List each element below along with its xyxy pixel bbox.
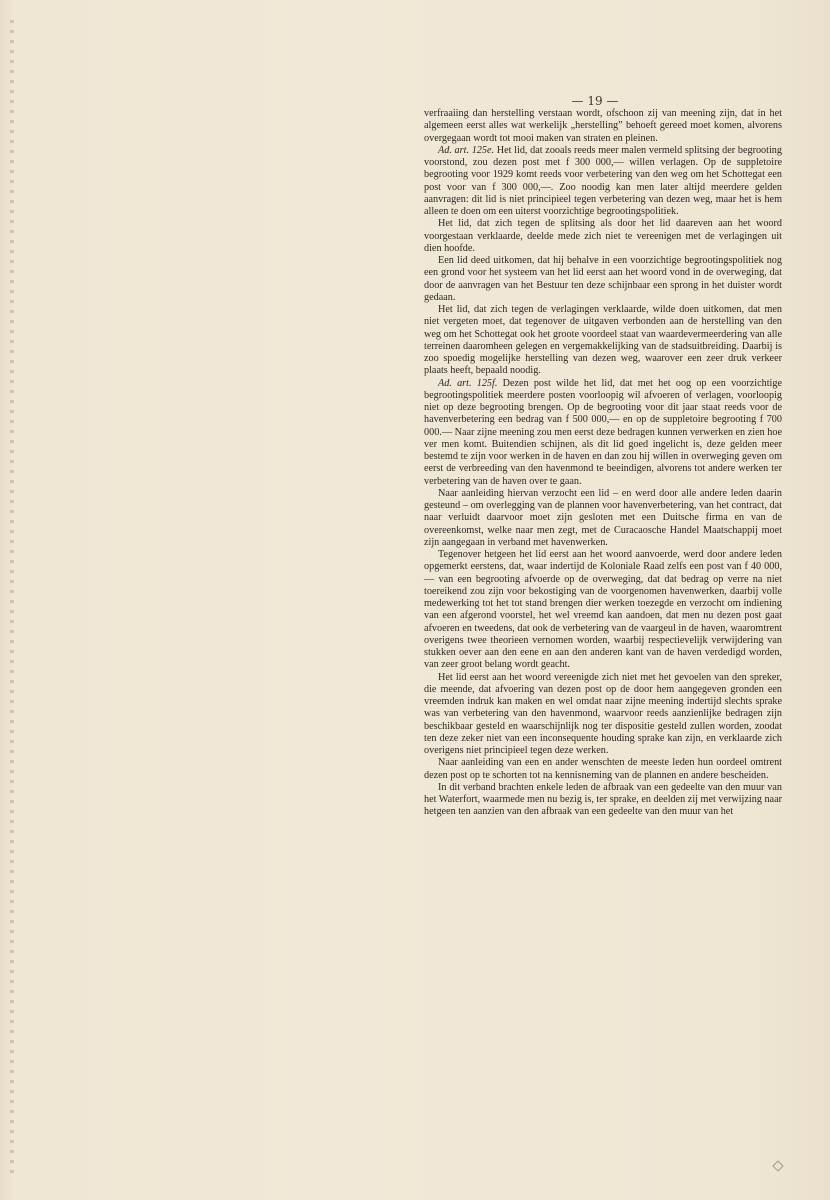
- corner-mark: [772, 1160, 783, 1171]
- paragraph-8: Tegenover hetgeen het lid eerst aan het woord aanvoerde, werd door andere leden opgemerkt eerstens, dat, waar indertijd de Koloniale Raad zelfs een post van f 40 000,— van een begrooting afvoerde op de overweging, dat dat bedrag op verre na niet toereikend zou zijn voor bekostiging van de voorgenomen havenwerken, daarbij volle medewerking tot het tot stand brengen dier werken toezegde en verzocht om indiening van een afgerond voorstel, het wel vreemd kan aandoen, dat men nu dezen post gaat afvoeren en tweedens, dat ook de verbetering van de vaargeul in de haven, waaromtrent overigens twee theorieen vernomen worden, waarbij respectievelijk verwijdering van stukken oever aan den eene en aan den anderen kant van de haven verdedigd worden, van zeer groot belang wordt geacht.: [424, 549, 782, 671]
- paragraph-5: Het lid, dat zich tegen de verlagingen verklaarde, wilde doen uitkomen, dat men niet vergeten moet, dat tegenover de uitgaven verbonden aan de herstelling van den weg om het Schottegat ook het groote voordeel staat van waardevermeerdering van alle terreinen daaromheen gelegen en vergemakkelijking van de stadsuitbreiding. Daarbij is zoo spoedig mogelijke herstelling van dezen weg, waarover een zeer druk verkeer plaats heeft, bepaald noodig.: [424, 304, 782, 377]
- text-column: [424, 108, 782, 819]
- paragraph-11: In dit verband brachten enkele leden de afbraak van een gedeelte van den muur van het Waterfort, waarmede men nu bezig is, ter sprake, en deelden zij met verwijzing naar hetgeen ten aanzien van den afbraak van een gedeelte van den muur van het: [424, 781, 782, 818]
- paragraph-2-text: Het lid, dat zooals reeds meer malen vermeld splitsing der begrooting voorstond, zou dezen post met f 300 000,— willen verlagen. Op de suppletoire begrooting voor 1929 komt reeds voor verbetering van den weg om het Schottegat een post voor van f 300 000,—. Zoo noodig kan men later altijd meerdere gelden aanvragen: dit lid is niet principieel tegen verbetering van dezen weg, maar het is hem alleen te doen om een uiterst voorzichtige begrootingspolitiek.: [424, 144, 782, 217]
- paragraph-2: [424, 145, 782, 219]
- article-ref-125f: Ad. art. 125f.: [438, 377, 498, 389]
- paragraph-10: Naar aanleiding van een en ander wenschten de meeste leden hun oordeel omtrent dezen post op te schorten tot na kennisneming van de plannen en andere bescheiden.: [424, 757, 782, 781]
- paragraph-3: Het lid, dat zich tegen de splitsing als door het lid daareven aan het woord voorgestaan verklaarde, deelde mede zich niet te vereenigen met de verlagingen uit dien hoofde.: [424, 218, 782, 254]
- article-ref-125e: Ad. art. 125e.: [438, 144, 495, 156]
- paragraph-4: Een lid deed uitkomen, dat hij behalve in een voorzichtige begrootingspolitiek nog een grond voor het systeem van het lid eerst aan het woord vond in de overweging, dat door de aanvragen van het Bestuur ten deze schijnbaar een sprong in het duister wordt gedaan.: [424, 255, 782, 303]
- page-number: — 19 —: [571, 94, 619, 108]
- paragraph-6: [424, 378, 782, 488]
- paragraph-7: Naar aanleiding hiervan verzocht een lid – en werd door alle andere leden daarin gesteund – om overlegging van de plannen voor havenverbetering, van het contract, dat naar verluidt daarvoor moet zijn gesloten met een Duitsche firma en van de overeenkomst, welke naar men zegt, met de Curacaosche Handel Maatschappij moet zijn aangegaan in verband met havenwerken.: [424, 487, 782, 548]
- binding-edge: [10, 20, 14, 1180]
- paragraph-9: Het lid eerst aan het woord vereenigde zich niet met het gevoelen van den spreker, die meende, dat afvoering van dezen post op de door hem aangegeven gronden een vreemden indruk kan maken en wel omdat naar zijne meening indertijd slechts sprake was van verbetering van den havenmond, waarvoor reeds aanzienlijke bedragen zijn beschikbaar gesteld en waarschijnlijk nog ter dispositie gesteld zullen worden, zoodat ten deze zeker niet van een inconsequente houding sprake kan zijn, en verklaarde zich overigens niet principieel tegen deze werken.: [424, 671, 782, 756]
- paragraph-1: verfraaiing dan herstelling verstaan wordt, ofschoon zij van meening zijn, dat in het algemeen eerst alles wat werkelijk „herstelling” behoeft gereed moet komen, alvorens overgegaan wordt tot mooi maken van straten en pleinen.: [424, 108, 782, 144]
- paragraph-6-text: Dezen post wilde het lid, dat met het oog op een voorzichtige begrootingspolitiek meerdere posten voorloopig wil afvoeren of verlagen, voorloopig niet op deze begrooting brengen. Op de begrooting voor dit jaar staat reeds voor de havenverbetering een bedrag van f 500 000,— en op de suppletoire begrooting f 700 000.— Naar zijne meening zou men eerst deze bedragen kunnen verwerken en zien hoe ver men komt. Buitendien schijnen, als dit lid goed ingelicht is, deze gelden meer bestemd te zijn voor werken in de haven en dan zou hij willen in overweging geven om eerst de verbreeding van den havenmond te beeindigen, alvorens tot andere werken ter verbetering van de haven over te gaan.: [424, 377, 783, 487]
